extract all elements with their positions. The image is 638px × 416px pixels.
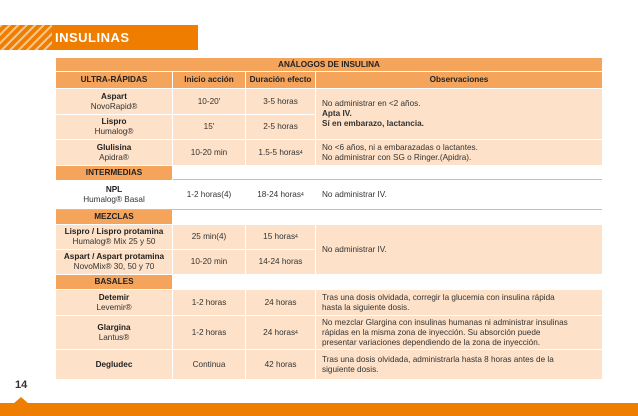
col-header-notes: Observaciones [316, 72, 602, 88]
footnote-ref: 4 [299, 149, 303, 156]
onset-cell: 10-20 min [173, 140, 245, 165]
notes-cell-degludec [316, 350, 602, 379]
table-row-lispro-name [56, 115, 172, 139]
notes-cell-aspart-lispro [316, 89, 602, 139]
section-title: INSULINAS [55, 30, 130, 45]
notes-cell-glargina [316, 316, 602, 349]
onset-cell: 10-20' [173, 89, 245, 114]
duration-value: 24 horas [263, 327, 296, 337]
onset-cell: 1-2 horas(4) [173, 181, 245, 209]
footer-bar [0, 403, 638, 416]
onset-cell: 15' [173, 115, 245, 139]
insulin-brand: Lantus® [98, 332, 130, 342]
duration-value: 1.5-5 horas [258, 147, 300, 157]
section-label-mezclas: MEZCLAS [56, 210, 172, 224]
duration-value: 2-5 horas [263, 122, 298, 131]
table-row-degludec-name [56, 350, 172, 379]
onset-cell: 25 min(4) [173, 225, 245, 249]
onset-cell: 10-20 min [173, 250, 245, 274]
col-header-duration: Duración efecto [246, 72, 315, 88]
footnote-ref: 4 [295, 329, 298, 336]
insulin-name: Lispro [101, 117, 127, 126]
onset-cell: 1-2 horas [173, 290, 245, 315]
insulin-name: Detemir [98, 292, 130, 302]
insulin-name: Aspart / Aspart protamina [63, 252, 165, 261]
insulin-brand: Humalog® [94, 127, 134, 136]
duration-value: 15 horas [263, 232, 296, 241]
insulin-brand: Humalog® Basal [83, 195, 145, 204]
note-line: No <6 años, ni a embarazadas o lactantes. [322, 142, 478, 152]
notes-cell-glulisina [316, 140, 602, 165]
row-divider [173, 179, 602, 180]
note-line: No administrar con SG o Ringer.(Apidra). [322, 152, 472, 162]
table-row-npl-name [56, 181, 172, 209]
duration-cell [246, 225, 315, 249]
table-title: ANÁLOGOS DE INSULINA [56, 58, 602, 71]
note-line: Sí en embarazo, lactancia. [322, 119, 424, 128]
onset-cell: 1-2 horas [173, 316, 245, 349]
page-number: 14 [15, 379, 28, 391]
section-label-basales: BASALES [56, 275, 172, 289]
insulin-brand: Humalog® Mix 25 y 50 [72, 237, 156, 246]
note-line: Apta IV. [322, 109, 352, 118]
table-row-aspart-name [56, 89, 172, 114]
insulin-name: Glulisina [96, 142, 132, 152]
insulin-brand: Apidra® [99, 152, 129, 162]
table-row-aspart-mix-name [56, 250, 172, 274]
duration-cell [246, 181, 315, 209]
insulin-table [56, 58, 602, 384]
notes-cell-detemir [316, 290, 602, 315]
insulin-name: Aspart [101, 91, 127, 101]
note-line: No mezclar Glargina con insulinas humanas ni administrar insulinas [322, 317, 568, 327]
notes-cell-npl: No administrar IV. [316, 181, 602, 209]
decorative-stripes [0, 25, 52, 50]
note-line: No administrar en <2 años. [322, 99, 421, 108]
insulin-brand: Levemir® [96, 302, 132, 312]
duration-cell [246, 115, 315, 139]
footnote-ref: 4 [295, 234, 298, 240]
duration-cell [246, 316, 315, 349]
col-header-type: ULTRA-RÁPIDAS [56, 72, 172, 88]
insulin-name: Glargina [97, 322, 131, 332]
notes-cell-mezclas: No administrar IV. [316, 225, 602, 274]
col-header-onset: Inicio acción [173, 72, 245, 88]
table-row-detemir-name [56, 290, 172, 315]
insulin-name: Degludec [95, 359, 133, 369]
table-row-glulisina-name [56, 140, 172, 165]
table-row-glargina-name [56, 316, 172, 349]
duration-cell [246, 140, 315, 165]
table-row-lispro-mix-name [56, 225, 172, 249]
duration-value: 18-24 horas [257, 190, 301, 199]
note-line: Tras una dosis olvidada, corregir la glucemia con insulina rápida [322, 292, 555, 302]
note-line: hasta la siguiente dosis. [322, 302, 410, 312]
note-line: presentar variaciones dependiendo de la zona de inyección. [322, 337, 541, 347]
insulin-name: Lispro / Lispro protamina [64, 227, 164, 236]
duration-cell: 42 horas [246, 350, 315, 379]
note-line: siguiente dosis. [322, 364, 379, 374]
duration-value: 3-5 horas [263, 96, 298, 106]
note-line: Tras una dosis olvidada, administrarla hasta 8 horas antes de la [322, 354, 554, 364]
note-line: rápidas en la misma zona de inyección. Su absorción puede [322, 327, 541, 337]
duration-cell: 14-24 horas [246, 250, 315, 274]
section-header-band [0, 25, 198, 50]
onset-cell: Continua [173, 350, 245, 379]
footnote-ref: 4 [300, 192, 304, 198]
insulin-brand: NovoMix® 30, 50 y 70 [73, 262, 155, 271]
insulin-name: NPL [105, 185, 123, 194]
duration-cell: 24 horas [246, 290, 315, 315]
section-label-intermedias: INTERMEDIAS [56, 166, 172, 180]
insulin-brand: NovoRapid® [90, 101, 138, 111]
duration-cell [246, 89, 315, 114]
